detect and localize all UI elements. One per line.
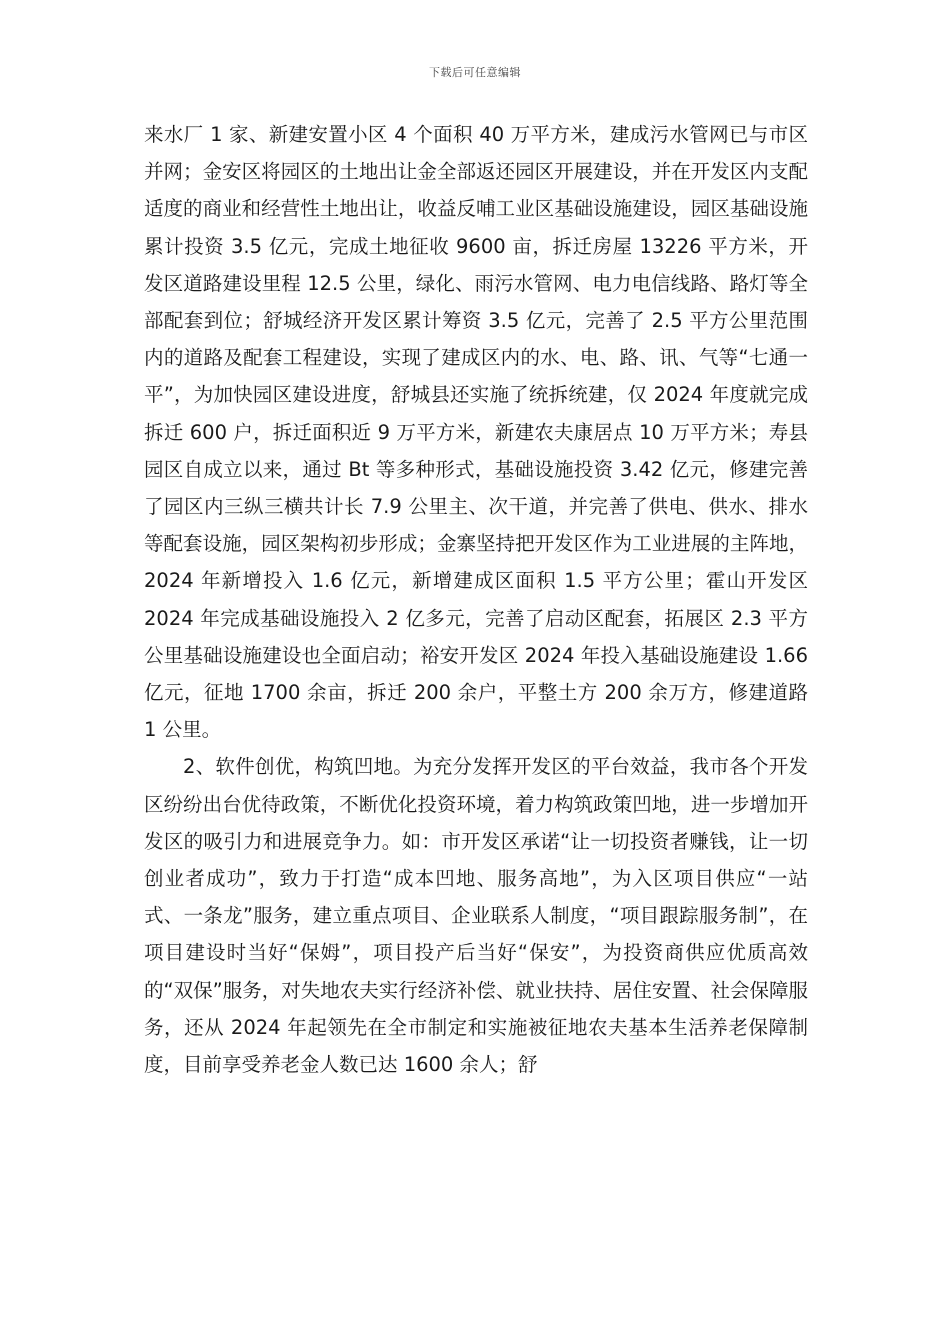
page-header: 下载后可任意编辑 — [429, 66, 521, 79]
paragraph-infrastructure: 来水厂 1 家、新建安置小区 4 个面积 40 万平方米，建成污水管网已与市区并网；金安区将园区的土地出让金全部返还园区开展建设，并在开发区内支配适度的商业和经营性土地出让，收益反哺工业区基础设施建设，园区基础设施累计投资 3.5 亿元，完成土地征收 9600 亩，拆迁房屋 13226 平方米，开发区道路建设里程 12.5 公里，绿化、雨污水管网、电力电信线路、路灯等全部配套到位；舒城经济开发区累计筹资 3.5 亿元，完善了 2.5 平方公里范围内的道路及配套工程建设，实现了建成区内的水、电、路、讯、气等“七通一平”，为加快园区建设进度，舒城县还实施了统拆统建，仅 2024 年度就完成拆迁 600 户，拆迁面积近 9 万平方米，新建农夫康居点 10 万平方米；寿县园区自成立以来，通过 Bt 等多种形式，基础设施投资 3.42 亿元，修建完善了园区内三纵三横共计长 7.9 公里主、次干道，并完善了供电、供水、排水等配套设施，园区架构初步形成；金寨坚持把开发区作为工业进展的主阵地，2024 年新增投入 1.6 亿元，新增建成区面积 1.5 平方公里；霍山开发区 2024 年完成基础设施投入 2 亿多元，完善了启动区配套，拓展区 2.3 平方公里基础设施建设也全面启动；裕安开发区 2024 年投入基础设施建设 1.66 亿元，征地 1700 余亩，拆迁 200 余户，平整土方 200 余万方，修建道路 1 公里。 — [144, 123, 808, 742]
paragraph-software-optimization: 2、软件创优，构筑凹地。为充分发挥开发区的平台效益，我市各个开发区纷纷出台优待政策，不断优化投资环境，着力构筑政策凹地，进一步增加开发区的吸引力和进展竞争力。如：市开发区承诺“让一切投资者赚钱，让一切创业者成功”，致力于打造“成本凹地、服务高地”，为入区项目供应“一站式、一条龙”服务，建立重点项目、企业联系人制度，“项目跟踪服务制”，在项目建设时当好“保姆”，项目投产后当好“保安”，为投资商供应优质高效的“双保”服务，对失地农夫实行经济补偿、就业扶持、居住安置、社会保障服务，还从 2024 年起领先在全市制定和实施被征地农夫基本生活养老保障制度，目前享受养老金人数已达 1600 余人；舒 — [144, 755, 808, 1077]
document-body — [144, 116, 808, 1083]
